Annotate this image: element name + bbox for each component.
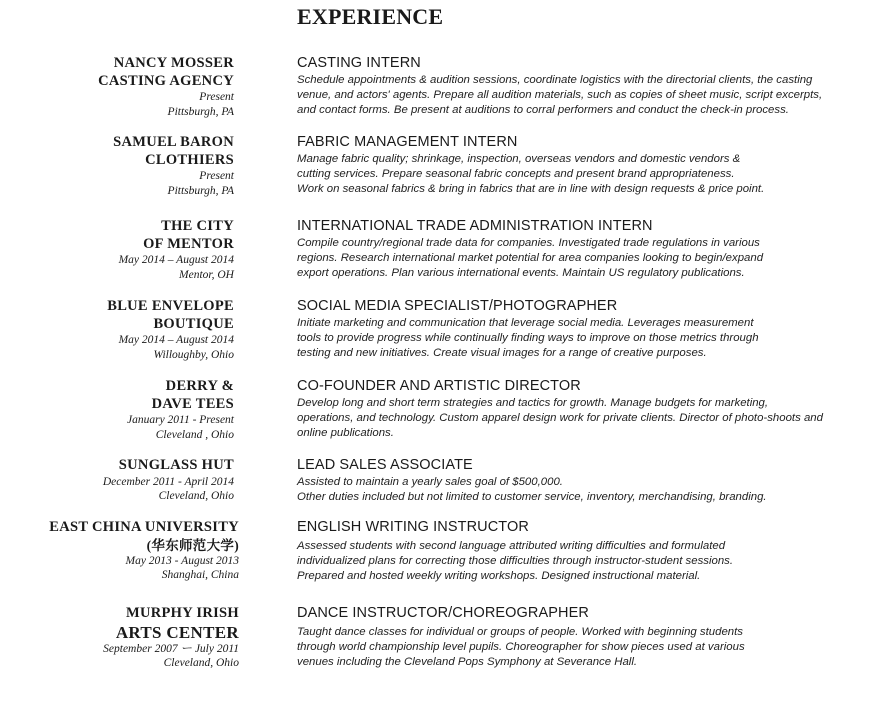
job-title: CO-FOUNDER AND ARTISTIC DIRECTOR	[297, 378, 581, 394]
description-line: Initiate marketing and communication that leverage social media. Leverages measurement	[297, 317, 754, 329]
entry-date: January 2011 - Present	[127, 414, 234, 426]
description-line: operations, and technology. Custom apparel design work for private clients. Director of photo-shoots and	[297, 412, 823, 425]
entry-location: Pittsburgh, PA	[167, 105, 234, 118]
organization-name: SAMUEL BARON	[113, 134, 234, 150]
description-line: testing and new initiatives. Create visual images for a range of creative purposes.	[297, 347, 707, 360]
organization-name-chinese: (华东师范大学)	[146, 537, 239, 553]
description-line: venue, and actors' agents. Prepare all audition materials, such as copies of sheet music, script excerpts,	[297, 89, 823, 102]
job-title: INTERNATIONAL TRADE ADMINISTRATION INTERN	[297, 218, 653, 234]
entry-location: Willoughby, Ohio	[153, 348, 234, 361]
organization-name: SUNGLASS HUT	[118, 457, 234, 473]
entry-location: Mentor, OH	[179, 268, 234, 281]
job-title: ENGLISH WRITING INSTRUCTOR	[297, 519, 529, 535]
entry-date: Present	[199, 91, 234, 103]
entry-organization-block	[107, 298, 234, 362]
description-line: and contact forms. Be present at auditions to corral performers and conduct the check-in process.	[297, 104, 789, 117]
entry-details	[297, 134, 857, 198]
organization-name: CLOTHIERS	[145, 151, 234, 168]
description-line: Develop long and short term strategies and tactics for growth. Manage budgets for marketing,	[297, 397, 769, 409]
organization-name: MURPHY IRISH	[125, 605, 239, 621]
description-line: online publications.	[297, 427, 394, 440]
entry-organization-block	[113, 134, 234, 198]
entry-date: May 2013 - August 2013	[125, 554, 239, 567]
entry-date: September 2007 ー July 2011	[103, 642, 239, 655]
entry-location: Shanghai, China	[161, 569, 239, 581]
entry-location: Cleveland, Ohio	[163, 657, 239, 669]
description-line: venues including the Cleveland Pops Symphony at Severance Hall.	[297, 656, 638, 669]
entry-details	[297, 457, 857, 505]
description-line: Work on seasonal fabrics & bring in fabrics that are in line with design requests & price point.	[297, 183, 765, 196]
entry-location: Cleveland, Ohio	[158, 490, 234, 502]
description-line: export operations. Plan various international events. Maintain US regulatory publications.	[297, 267, 745, 280]
organization-name: THE CITY	[161, 218, 234, 234]
entry-details	[297, 298, 857, 362]
organization-name: BOUTIQUE	[153, 315, 234, 332]
entry-details	[297, 218, 857, 282]
description-line: Manage fabric quality; shrinkage, inspection, overseas vendors and domestic vendors &	[297, 153, 741, 165]
job-title: SOCIAL MEDIA SPECIALIST/PHOTOGRAPHER	[297, 298, 618, 314]
organization-name: OF MENTOR	[143, 235, 234, 252]
organization-name: NANCY MOSSER	[113, 55, 234, 71]
organization-name: DAVE TEES	[151, 395, 234, 412]
description-line: Schedule appointments & audition sessions, coordinate logistics with the directorial clients, the casting	[297, 74, 813, 86]
description-line: Other duties included but not limited to customer service, inventory, merchandising, branding.	[297, 491, 767, 504]
description-line: through world championship level pupils. Choreographer for show pieces used at various	[297, 641, 745, 654]
entry-organization-block	[127, 378, 234, 442]
description-line: Assessed students with second language attributed writing difficulties and formulated	[297, 540, 726, 552]
description-line: Prepared and hosted weekly writing workshops. Designed instructional material.	[297, 570, 701, 583]
section-title: EXPERIENCE	[297, 4, 444, 29]
organization-name: DERRY &	[165, 378, 234, 394]
entry-date: Present	[199, 170, 234, 182]
description-line: Compile country/regional trade data for companies. Investigated trade regulations in various	[297, 237, 760, 249]
entry-details	[297, 519, 857, 585]
job-title: DANCE INSTRUCTOR/CHOREOGRAPHER	[297, 605, 589, 621]
entry-location: Pittsburgh, PA	[167, 184, 234, 197]
entry-organization-block	[119, 218, 234, 282]
organization-name: ARTS CENTER	[115, 622, 239, 642]
job-title: LEAD SALES ASSOCIATE	[297, 457, 473, 473]
entry-organization-block	[98, 55, 234, 119]
description-line: tools to provide progress while continually finding ways to improve on those metrics through	[297, 332, 759, 345]
job-title: CASTING INTERN	[297, 55, 421, 71]
description-line: regions. Research international market potential for area companies looking to begin/expand	[297, 252, 764, 265]
description-line: Assisted to maintain a yearly sales goal of $500,000.	[297, 476, 563, 488]
organization-name: BLUE ENVELOPE	[107, 298, 234, 314]
description-line: Taught dance classes for individual or groups of people. Worked with beginning students	[297, 626, 743, 638]
description-line: individualized plans for correcting those difficulties through instructor-student sessions.	[297, 555, 734, 568]
entry-location: Cleveland , Ohio	[155, 428, 234, 441]
description-line: cutting services. Prepare seasonal fabric concepts and present brand appropriateness.	[297, 168, 735, 181]
entry-organization-block	[103, 605, 239, 671]
entry-date: December 2011 - April 2014	[102, 475, 234, 488]
entry-date: May 2014 – August 2014	[118, 334, 234, 346]
organization-name: CASTING AGENCY	[98, 72, 234, 89]
entry-details	[297, 378, 857, 442]
entry-details	[297, 605, 857, 671]
entry-date: May 2014 – August 2014	[118, 254, 234, 266]
job-title: FABRIC MANAGEMENT INTERN	[297, 134, 518, 150]
organization-name: EAST CHINA UNIVERSITY	[49, 519, 239, 535]
entry-organization-block	[103, 457, 234, 504]
entry-organization-block	[49, 519, 239, 583]
entry-details	[297, 55, 857, 119]
